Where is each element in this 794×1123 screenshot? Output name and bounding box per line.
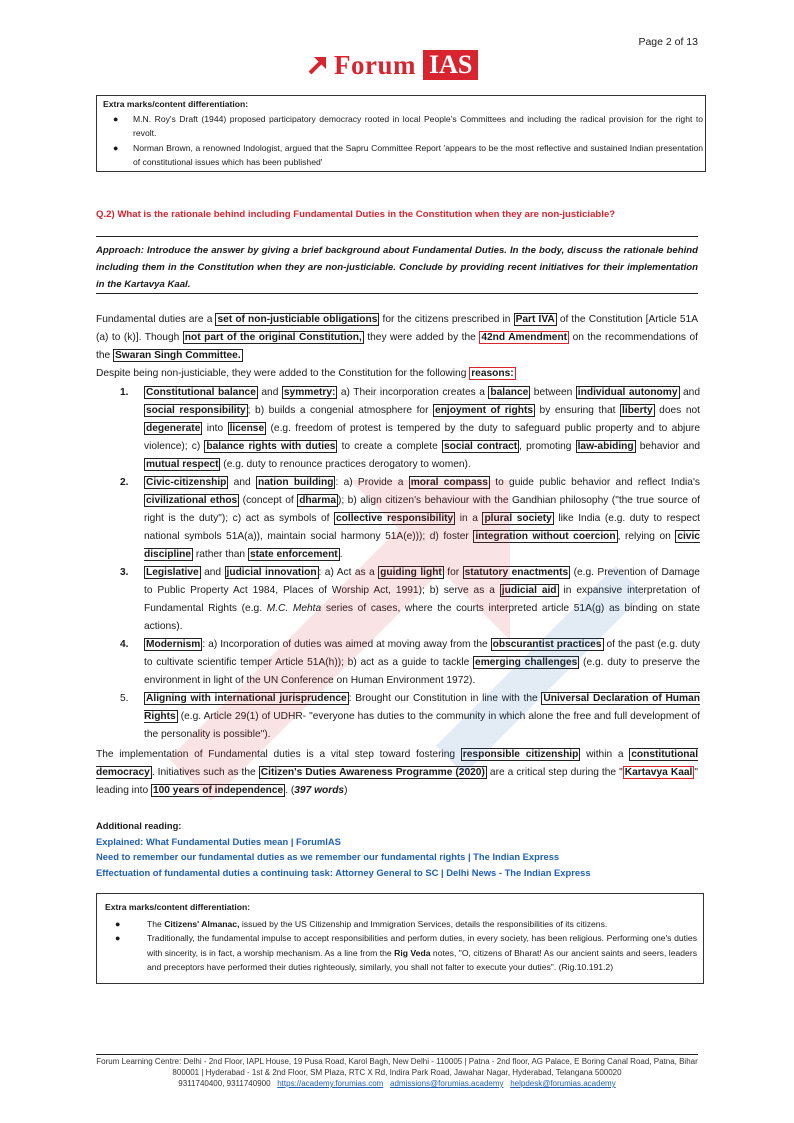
list-item <box>105 917 697 932</box>
text: of the Constitution [Article 51A (a) to (k)]. Though <box>96 314 698 343</box>
reason-number: 3. <box>120 567 129 578</box>
text: (e.g. duty to preserve the environment in light of the UN Conference on Human Environment 1972). <box>144 657 700 686</box>
highlight: 100 years of independence <box>152 785 284 796</box>
text: of the past (e.g. duty to cultivate scientific temper Article 51A(h)); b) act as a guide to tackle <box>144 639 700 668</box>
reason-item <box>96 636 700 690</box>
highlight: mutual respect <box>146 459 219 470</box>
text: (e.g. freedom of protest is tempered by the duty to safeguard public property and to abjure violence); c) <box>144 423 700 452</box>
text: : a) Incorporation of duties was aimed at moving away from the <box>202 639 491 650</box>
highlight: Swaran Singh Committee. <box>115 350 241 361</box>
highlight: plural society <box>484 513 552 524</box>
text: series of cases, where the courts interpreted article 51A(g) as binding on state actions). <box>144 603 700 632</box>
text: : a) Provide a <box>335 477 409 488</box>
highlight: Constitutional balance <box>146 387 256 398</box>
highlight: statutory enactments <box>464 567 569 578</box>
text: Fundamental duties are a <box>96 314 216 325</box>
additional-reading-title: Additional reading: <box>96 820 182 831</box>
highlight: liberty <box>622 405 653 416</box>
highlight: Civic-citizenship <box>146 477 227 488</box>
text: The implementation of Fundamental duties is a vital step toward fostering <box>96 749 461 760</box>
text: Despite being non-justiciable, they were added to the Constitution for the following <box>96 368 470 379</box>
text: in a <box>455 513 483 524</box>
text: ) <box>344 785 348 796</box>
highlight: civic discipline <box>144 531 700 560</box>
text: (e.g. Prevention of Damage to Public Property Act 1984, Places of Worship Act, 1991); b) serve as a <box>144 567 700 596</box>
intro-paragraph <box>96 311 698 383</box>
highlight: set of non-justiciable obligations <box>217 314 378 325</box>
highlight: Legislative <box>146 567 199 578</box>
divider <box>96 293 698 294</box>
highlight: guiding light <box>380 567 442 578</box>
logo-word-ias: IAS <box>420 50 478 80</box>
approach-text: Approach: Introduce the answer by giving a brief background about Fundamental Duties. In the body, discuss the rationale behind including them in the Constitution when they are non-justiciable. Conclude by providing recent initiatives for their implementation in the Kartavya Kaal. <box>96 245 698 290</box>
text: by ensuring that <box>535 405 621 416</box>
reading-link-1[interactable]: Explained: What Fundamental Duties mean | ForumIAS <box>96 835 341 847</box>
intro-line-reasons <box>96 365 698 383</box>
footer <box>96 1056 698 1089</box>
highlight: law-abiding <box>577 441 634 452</box>
reading-link-2[interactable]: Need to remember our fundamental duties as we remember our fundamental rights | The Indian Express <box>96 851 560 862</box>
highlight: Modernism <box>146 639 201 650</box>
text: . Initiatives such as the <box>151 767 259 778</box>
text: Traditionally, the fundamental impulse to accept responsibilities and perform duties, in every society, has been religious. Performing one's duties with sincerity, is in fact, a worship mechanism. As a line from the <box>147 933 697 958</box>
highlight: moral compass <box>410 477 488 488</box>
text: The <box>147 918 165 929</box>
text: : a) Act as a <box>318 567 379 578</box>
text: (e.g. duty to renounce practices derogatory to women). <box>220 459 471 470</box>
reason-number: 2. <box>120 477 129 488</box>
list-item: ● M.N. Roy's Draft (1944) proposed participatory democracy rooted in local People's Committees and including the radical provision for the right to revolt. <box>103 112 703 141</box>
footer-contacts <box>96 1078 698 1089</box>
highlight-red: reasons: <box>471 368 514 379</box>
page-number: Page 2 of 13 <box>638 36 698 48</box>
text: to guide public behavior and reflect India's <box>489 477 700 488</box>
bold-text: Citizens' Almanac, <box>164 918 240 929</box>
text: for <box>443 567 463 578</box>
text: . ( <box>285 785 295 796</box>
text: does not <box>654 405 700 416</box>
reason-item <box>96 384 700 474</box>
reason-item <box>96 564 700 636</box>
question-heading: Q.2) What is the rationale behind including Fundamental Duties in the Constitution when they are non-justiciable? <box>96 209 616 220</box>
highlight: state enforcement <box>249 549 338 560</box>
highlight: enjoyment of rights <box>435 405 533 416</box>
reason-item <box>96 690 700 744</box>
highlight: nation building <box>257 477 334 488</box>
reason-item <box>96 474 700 564</box>
list-item: ● Norman Brown, a renowned Indologist, argued that the Sapru Committee Report 'appears to be the most reflective and sustained Indian presentation of constitutional issues which has been published' <box>103 141 703 170</box>
text: rather than <box>193 549 248 560</box>
text: " leading into <box>96 767 698 796</box>
logo-word-forum: Forum <box>334 49 416 80</box>
highlight: emerging challenges <box>475 657 578 668</box>
text: , promoting <box>519 441 576 452</box>
text: are a critical step during the " <box>486 767 623 778</box>
footer-email-admissions[interactable]: admissions@forumias.academy <box>390 1079 504 1088</box>
box-title: Extra marks/content differentiation: <box>103 99 249 109</box>
text: , relying on <box>617 531 676 542</box>
text: in expansive interpretation of Fundamental Rights (e.g. <box>144 585 700 614</box>
text: on the recommendations of the <box>96 332 698 361</box>
highlight: responsible citizenship <box>462 749 579 760</box>
highlight: integration without coercion <box>475 531 616 542</box>
text: into <box>202 423 228 434</box>
text: within a <box>580 749 630 760</box>
highlight: balance rights with duties <box>206 441 336 452</box>
footer-address: Forum Learning Centre: Delhi - 2nd Floor, IAPL House, 19 Pusa Road, Karol Bagh, New Delhi - 110005 | Patna - 2nd floor, AG Palace, E Boring Canal Road, Patna, Bihar 800001 | Hyderabad - 1st & 2nd Floor, SM Plaza, RTC X Rd, Indira Park Road, Jawahar Nagar, Hyderabad, Telangana 500020 <box>96 1057 698 1077</box>
highlight: judicial aid <box>501 585 557 596</box>
highlight: social responsibility <box>146 405 246 416</box>
reason-number: 4. <box>120 639 129 650</box>
footer-phone: 9311740400, 9311740900 <box>178 1079 271 1088</box>
highlight: civilizational ethos <box>146 495 238 506</box>
reason-number: 1. <box>120 387 129 398</box>
box-title: Extra marks/content differentiation: <box>105 902 251 912</box>
bold-text: Rig Veda <box>394 947 431 958</box>
text: they were added by the <box>363 332 480 343</box>
highlight: balance <box>490 387 529 398</box>
text: issued by the US Citizenship and Immigration Services, details the responsibilities of its citizens. <box>239 918 608 929</box>
italic-text: M.C. Mehta <box>266 603 322 614</box>
extra-marks-box-top <box>96 95 706 172</box>
reasons-list <box>96 384 700 744</box>
forumias-logo <box>306 50 478 80</box>
divider <box>96 236 698 237</box>
highlight: symmetry: <box>283 387 336 398</box>
highlight: judicial innovation <box>226 567 317 578</box>
highlight: not part of the original Constitution, <box>184 332 362 343</box>
highlight: Universal Declaration of Human Rights <box>144 693 700 722</box>
text: to create a complete <box>337 441 442 452</box>
reason-number: 5. <box>120 693 129 704</box>
text: for the citizens prescribed in <box>379 314 514 325</box>
arrow-up-right-icon <box>306 53 330 77</box>
italic-text: 397 words <box>294 785 345 796</box>
highlight: collective responsibility <box>336 513 454 524</box>
extra-marks-box-bottom <box>96 893 704 984</box>
text: ); b) align citizen's behaviour with the Gandhian philosophy ("the true source of right is the duty"); c) act as symbols of <box>144 495 700 524</box>
highlight: social contract <box>443 441 518 452</box>
text: behavior and <box>635 441 700 452</box>
highlight: dharma <box>299 495 336 506</box>
text: between <box>530 387 576 398</box>
text: ; b) builds a congenial atmosphere for <box>247 405 434 416</box>
conclusion-paragraph <box>96 746 698 800</box>
text: like India (e.g. duty to respect national symbols 51A(a)), maintain social harmony 51A(e))); d) foster <box>144 513 700 542</box>
reading-link-3[interactable]: Effectuation of fundamental duties a continuing task: Attorney General to SC | Delhi News - The Indian Express <box>96 866 591 878</box>
highlight: Citizen's Duties Awareness Programme (2020) <box>260 767 485 778</box>
text: (e.g. Article 29(1) of UDHR- "everyone has duties to the community in which alone the free and full development of the personality is possible"). <box>144 711 700 740</box>
footer-divider <box>96 1054 698 1055</box>
text: notes, "O, citizens of Bharat! As our ancient saints and seers, leaders and preceptors have performed their duties righteously, similarly, you shall not falter to execute your duties". (Rig.10.191.2) <box>147 947 697 972</box>
highlight: Part IVA <box>515 314 555 325</box>
highlight: individual autonomy <box>577 387 678 398</box>
text: and <box>200 567 225 578</box>
highlight-red: Kartavya Kaal <box>624 767 693 778</box>
text: . <box>339 549 343 560</box>
highlight: obscurantist practices <box>492 639 602 650</box>
text: and <box>679 387 700 398</box>
text: and <box>228 477 256 488</box>
highlight: degenerate <box>146 423 201 434</box>
text: (concept of <box>239 495 298 506</box>
highlight: license <box>229 423 265 434</box>
text: a) Their incorporation creates a <box>337 387 489 398</box>
highlight: Aligning with international jurisprudence <box>146 693 347 704</box>
footer-site-link[interactable]: https://academy.forumias.com <box>277 1079 384 1088</box>
text: and <box>257 387 282 398</box>
footer-email-helpdesk[interactable]: helpdesk@forumias.academy <box>510 1079 616 1088</box>
highlight: constitutional democracy <box>96 749 699 778</box>
text: : Brought our Constitution in line with the <box>348 693 542 704</box>
highlight-red: 42nd Amendment <box>481 332 568 343</box>
list-item <box>105 931 697 975</box>
additional-reading <box>96 818 591 880</box>
